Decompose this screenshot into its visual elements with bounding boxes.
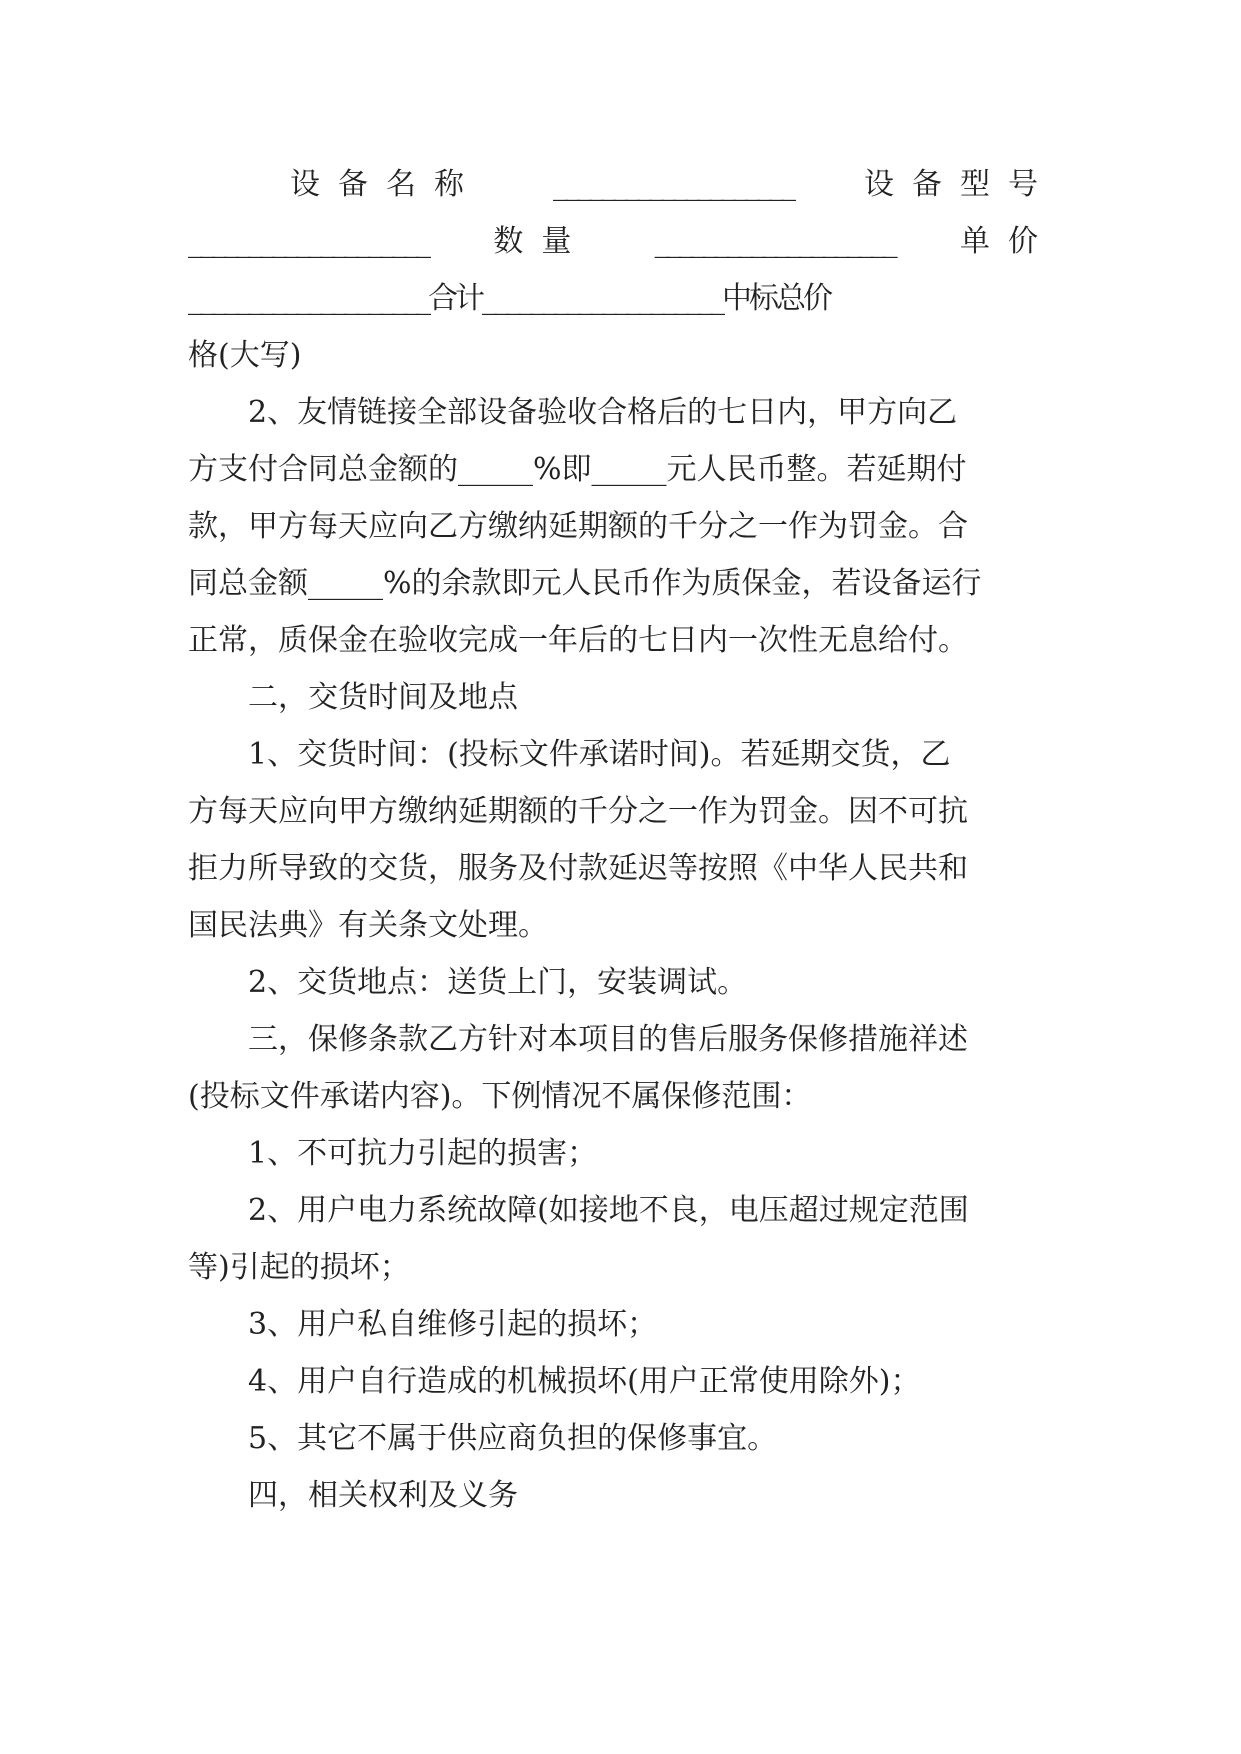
total-line: ____________________合计____________________中标总价 <box>188 281 830 316</box>
paragraph-line: 国民法典》有关条文处理。 <box>188 908 548 943</box>
quantity-line <box>188 213 1056 271</box>
paragraph-line: 2、交货地点：送货上门，安装调试。 <box>248 965 748 1000</box>
equipment-model-label: 设备型号 <box>864 167 1056 202</box>
paragraph-line: 2、友情链接全部设备验收合格后的七日内，甲方向乙 <box>248 395 958 430</box>
section-heading: 三，保修条款乙方针对本项目的售后服务保修措施祥述 <box>248 1022 968 1057</box>
section-heading: 二，交货时间及地点 <box>248 680 518 715</box>
paragraph-line: 款，甲方每天应向乙方缴纳延期额的千分之一作为罚金。合 <box>188 509 968 544</box>
list-item: 4、用户自行造成的机械损坏(用户正常使用除外)； <box>248 1364 921 1399</box>
list-item: 3、用户私自维修引起的损坏； <box>248 1307 658 1342</box>
paragraph-line: 同总金额_____%的余款即元人民币作为质保金，若设备运行 <box>188 566 982 601</box>
list-item: 1、不可抗力引起的损害； <box>248 1136 598 1171</box>
list-item: 2、用户电力系统故障(如接地不良，电压超过规定范围 <box>248 1193 969 1228</box>
total-price-uppercase-line: 格(大写) <box>188 338 302 373</box>
paragraph-line: 1、交货时间：(投标文件承诺时间)。若延期交货，乙 <box>248 737 951 772</box>
paragraph-line: (投标文件承诺内容)。下例情况不属保修范围： <box>188 1079 812 1114</box>
equipment-model-blank: ____________________ <box>188 224 428 259</box>
unit-price-label: 单价 <box>959 224 1056 259</box>
list-item: 5、其它不属于供应商负担的保修事宜。 <box>248 1421 778 1456</box>
list-item-continuation: 等)引起的损坏； <box>188 1250 410 1285</box>
paragraph-line: 方支付合同总金额的_____%即_____元人民币整。若延期付 <box>188 452 967 487</box>
paragraph-line: 拒力所导致的交货，服务及付款延迟等按照《中华人民共和 <box>188 851 968 886</box>
paragraph-line: 方每天应向甲方缴纳延期额的千分之一作为罚金。因不可抗 <box>188 794 968 829</box>
section-heading: 四，相关权利及义务 <box>248 1478 518 1513</box>
equipment-name-blank: ____________________ <box>553 167 793 202</box>
paragraph-line: 正常，质保金在验收完成一年后的七日内一次性无息给付。 <box>188 623 968 658</box>
quantity-label: 数量 <box>493 224 590 259</box>
equipment-name-line <box>290 156 1056 214</box>
equipment-name-label: 设备名称 <box>290 167 482 202</box>
quantity-blank: ____________________ <box>654 224 895 259</box>
